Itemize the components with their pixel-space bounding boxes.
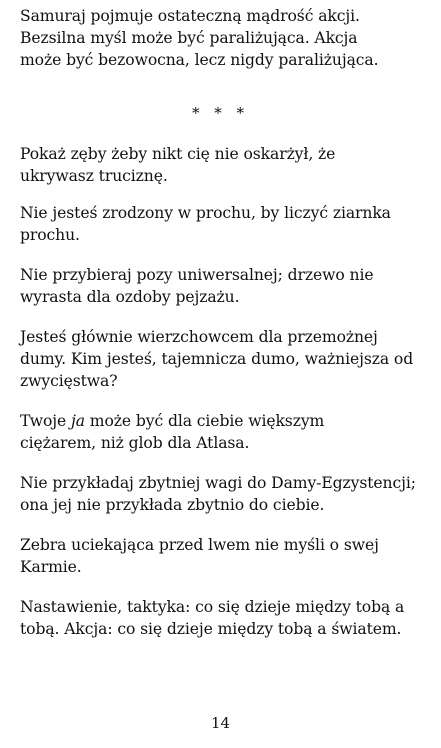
text-line: Bezsilna myśl może być paraliżująca. Akcja xyxy=(20,29,358,47)
text-line: Nie jesteś zrodzony w prochu, by liczyć ziarnka xyxy=(20,204,391,222)
text-line: tobą. Akcja: co się dzieje między tobą a światem. xyxy=(20,620,402,638)
paragraph-4 xyxy=(20,264,425,308)
paragraph-1 xyxy=(20,5,425,71)
text-line: Jesteś głównie wierzchowcem dla przemożnej xyxy=(20,328,378,346)
text-run: może być dla ciebie większym xyxy=(84,412,325,430)
text-line: Nastawienie, taktyka: co się dzieje między tobą a xyxy=(20,598,405,616)
text-line: ukrywasz truciznę. xyxy=(20,167,168,185)
text-line: Zebra uciekająca przed lwem nie myśli o swej xyxy=(20,536,379,554)
paragraph-5 xyxy=(20,326,425,392)
text-run: Twoje xyxy=(20,412,72,430)
text-line: ona jej nie przykłada zbytnio do ciebie. xyxy=(20,496,325,514)
text-line: Pokaż zęby żeby nikt cię nie oskarżył, że xyxy=(20,145,336,163)
italic-word: ja xyxy=(71,412,85,430)
page-number: 14 xyxy=(210,714,231,732)
paragraph-6 xyxy=(20,410,425,454)
paragraph-3 xyxy=(20,202,425,246)
text-line: Samuraj pojmuje ostateczną mądrość akcji. xyxy=(20,7,360,25)
paragraph-8 xyxy=(20,534,425,578)
text-line: może być bezowocna, lecz nigdy paraliżująca. xyxy=(20,51,379,69)
text-line: prochu. xyxy=(20,226,80,244)
text-line: Nie przybieraj pozy uniwersalnej; drzewo nie xyxy=(20,266,374,284)
section-divider: * * * xyxy=(191,104,250,122)
text-line: ciężarem, niż glob dla Atlasa. xyxy=(20,434,250,452)
paragraph-9 xyxy=(20,596,425,640)
text-line: zwycięstwa? xyxy=(20,372,118,390)
text-line xyxy=(20,410,425,432)
paragraph-2 xyxy=(20,143,425,187)
text-line: Nie przykładaj zbytniej wagi do Damy-Egzystencji; xyxy=(20,474,416,492)
paragraph-7 xyxy=(20,472,425,516)
text-line: dumy. Kim jesteś, tajemnicza dumo, ważniejsza od xyxy=(20,350,414,368)
text-line: wyrasta dla ozdoby pejzażu. xyxy=(20,288,240,306)
text-line: Karmie. xyxy=(20,558,82,576)
